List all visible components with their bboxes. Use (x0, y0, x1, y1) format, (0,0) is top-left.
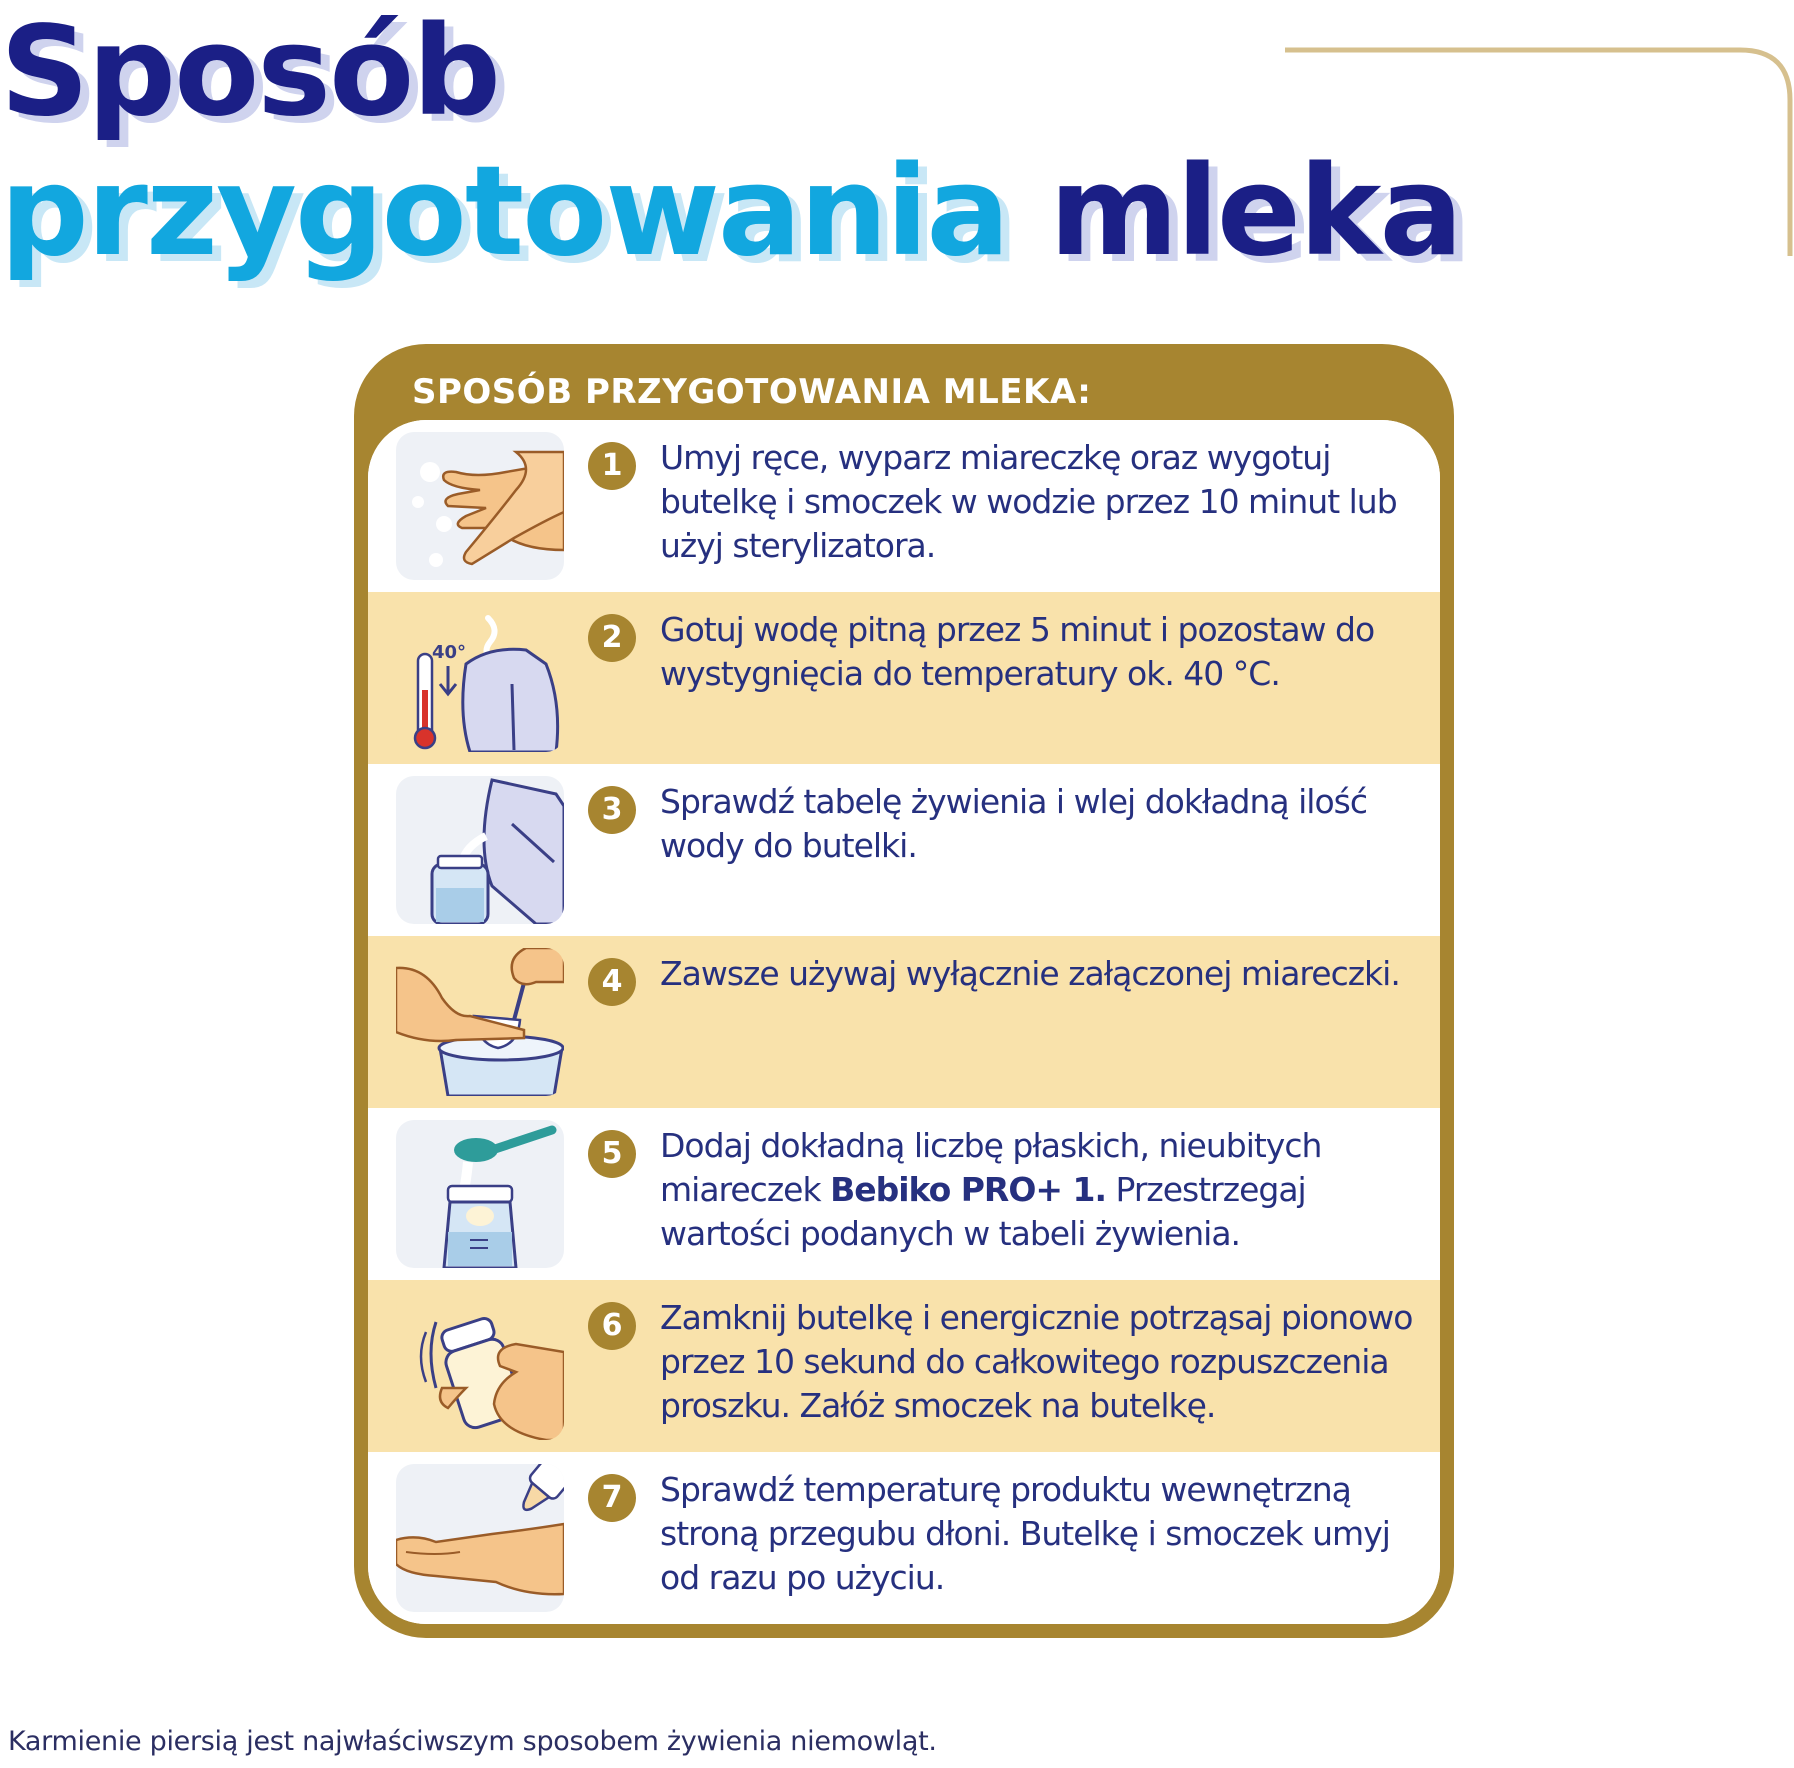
step-text: Umyj ręce, wyparz miareczkę oraz wygotuj butelkę i smoczek w wodzie przez 10 minut lub użyj sterylizatora. (660, 438, 1397, 565)
step-text: Gotuj wodę pitną przez 5 minut i pozostaw do wystygnięcia do temperatury ok. 40 °C. (660, 610, 1375, 693)
step-number-badge: 6 (588, 1302, 636, 1350)
step-number-badge: 2 (588, 614, 636, 662)
step-number-badge: 5 (588, 1130, 636, 1178)
wrist-temperature-test-icon (396, 1464, 564, 1612)
page-title-light-word: przygotowania (0, 140, 1009, 284)
step-number-badge: 1 (588, 442, 636, 490)
step-text: Sprawdź temperaturę produktu wewnętrzną stroną przegubu dłoni. Butelkę i smoczek umyj od razu po użyciu. (660, 1470, 1390, 1597)
product-name: Bebiko PRO+ 1. (830, 1170, 1107, 1209)
step-number-badge: 4 (588, 958, 636, 1006)
step-5 (368, 1108, 1440, 1280)
step-1 (368, 420, 1440, 592)
step-7 (368, 1452, 1440, 1624)
step-number-badge: 7 (588, 1474, 636, 1522)
panel-heading: SPOSÓB PRZYGOTOWANIA MLEKA: (412, 372, 1092, 412)
page-title-line1: Sposób (0, 0, 500, 144)
step-3 (368, 764, 1440, 936)
steps-list (368, 420, 1440, 1624)
step-text-before: Dodaj dokładną liczbę płaskich, nieubitych miareczek (660, 1126, 1322, 1209)
step-text: Zamknij butelkę i energicznie potrząsaj pionowo przez 10 sekund do całkowitego rozpuszczenia proszku. Załóż smoczek na butelkę. (660, 1298, 1413, 1425)
step-text: Sprawdź tabelę żywienia i wlej dokładną ilość wody do butelki. (660, 782, 1367, 865)
adding-powder-icon (396, 1120, 564, 1268)
measuring-scoop-icon (396, 948, 564, 1096)
step-4 (368, 936, 1440, 1108)
shaking-bottle-icon (396, 1292, 564, 1440)
kettle-thermometer-icon (396, 604, 564, 752)
breastfeeding-disclaimer: Karmienie piersią jest najwłaściwszym sposobem żywienia niemowląt. (8, 1726, 937, 1757)
step-text: Zawsze używaj wyłącznie załączonej miareczki. (660, 954, 1400, 993)
page-title-dark-word: mleka (1049, 140, 1462, 284)
hand-washing-icon (396, 432, 564, 580)
step-2 (368, 592, 1440, 764)
step-text-after: Przestrzegaj wartości podanych w tabeli żywienia. (660, 1170, 1306, 1253)
thermometer-label: 40° (432, 642, 467, 663)
step-6 (368, 1280, 1440, 1452)
instructions-panel (354, 344, 1454, 1638)
step-text (660, 1124, 1430, 1256)
decorative-corner-line (0, 0, 1794, 270)
pouring-water-icon (396, 776, 564, 924)
step-number-badge: 3 (588, 786, 636, 834)
